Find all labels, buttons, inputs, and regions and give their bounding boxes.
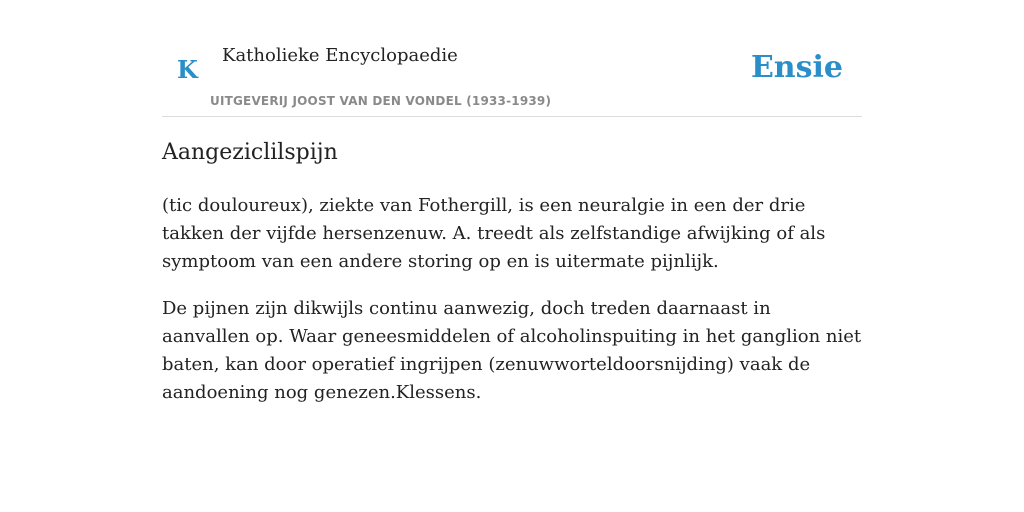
article-body — [162, 192, 862, 426]
site-header — [162, 0, 862, 117]
publisher-label: UITGEVERIJ JOOST VAN DEN VONDEL (1933-1939) — [210, 94, 552, 108]
article-title: Aangeziclilspijn — [162, 140, 338, 165]
site-title[interactable]: Katholieke Encyclopaedie — [222, 45, 458, 66]
article-paragraph: De pijnen zijn dikwijls continu aanwezig, doch treden daarnaast in aanvallen op. Waar geneesmiddelen of alcoholinspuiting in het ganglion niet baten, kan door operatief ingrijpen (zenuwworteldoorsnijding) vaak de aandoening nog genezen.Klessens. — [162, 298, 862, 403]
article-paragraph: (tic douloureux), ziekte van Fothergill, is een neuralgie in een der drie takken der vijfde hersenzenuw. A. treedt als zelfstandige afwijking of als symptoom van een andere storing op en is uitermate pijnlijk. — [162, 195, 826, 272]
brand-logo[interactable]: Ensie — [750, 50, 843, 85]
site-logo-icon[interactable]: K — [177, 55, 198, 84]
